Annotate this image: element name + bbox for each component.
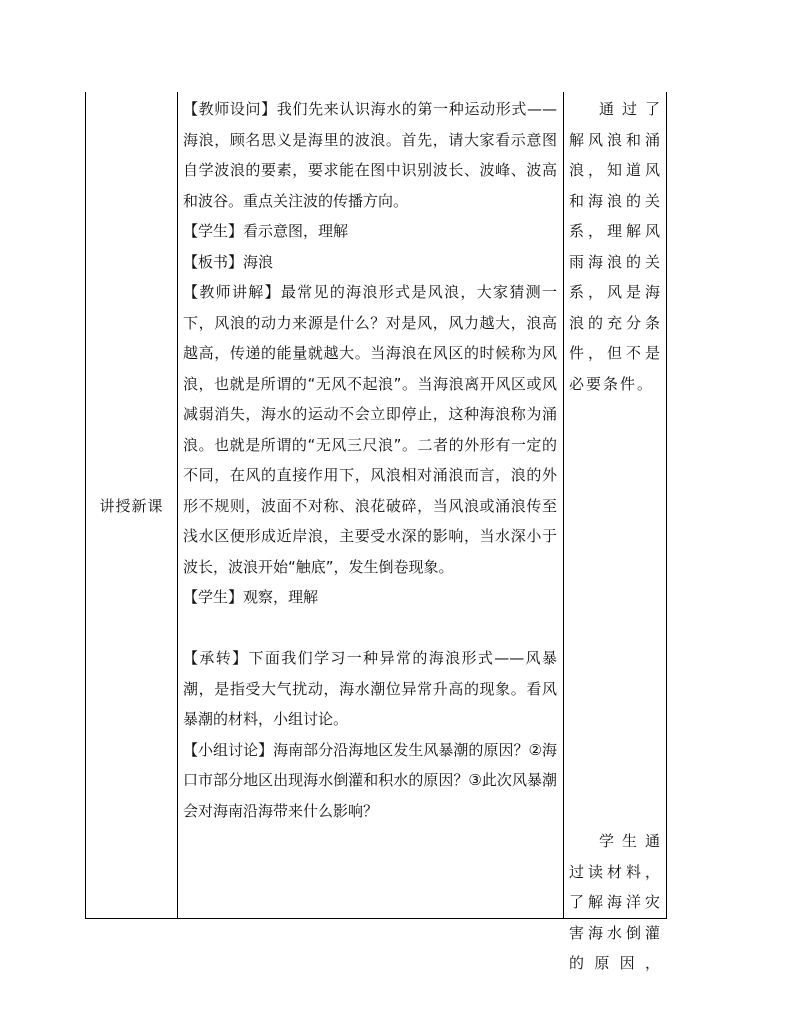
teaching-content [183,94,557,826]
design-intent-1 [569,94,662,399]
section-label: 讲授新课 [99,496,164,515]
transition: 【承转】下面我们学习一种异常的海浪形式——风暴潮，是指受大气扰动，海水潮位异常升高的现象。看风暴潮的材料，小组讨论。 [183,649,557,728]
student-response-2: 【学生】观察，理解 [183,588,319,606]
column-divider-1 [177,92,178,918]
board-writing: 【板书】海浪 [183,252,274,271]
column-divider-2 [563,92,564,918]
teacher-explanation: 【教师讲解】最常见的海浪形式是风浪，大家猜测一下，风浪的动力来源是什么？对是风，风力越大，浪高越高，传递的能量就越大。当海浪在风区的时候称为风浪，也就是所谓的“无风不起浪”。当海浪离开风区或风减弱消失，海水的运动不会立即停止，这种海浪称为涌浪。也就是所谓的“无风三尺浪”。二者的外形有一定的不同，在风的直接作用下，风浪相对涌浪而言，浪的外形不规则，波面不对称、浪花破碎，当风浪或涌浪传至浅水区便形成近岸浪，主要受水深的影响，当水深小于波长，波浪开始“触底”，发生倒卷现象。 [183,283,557,576]
design-intent-text-2: 学生通过读材料，了解海洋灾害海水倒灌的原因， [569,832,662,972]
student-response-1: 【学生】看示意图，理解 [183,222,349,240]
design-intent-text-1: 通过了解风浪和涌浪，知道风和海浪的关系，理解风雨海浪的关系，风是海浪的充分条件，但不是必要条件。 [569,100,662,393]
design-intent-2 [569,826,662,979]
lesson-table [85,92,667,972]
teacher-question: 【教师设问】我们先来认识海水的第一种运动形式——海浪，顾名思义是海里的波浪。首先，请大家看示意图自学波浪的要素，要求能在图中识别波长、波峰、波高和波谷。重点关注波的传播方向。 [183,100,557,210]
group-discussion: 【小组讨论】海南部分沿海地区发生风暴潮的原因？②海口市部分地区出现海水倒灌和积水的原因？③此次风暴潮会对海南沿海带来什么影响？ [183,740,557,820]
blank-line [183,613,557,644]
